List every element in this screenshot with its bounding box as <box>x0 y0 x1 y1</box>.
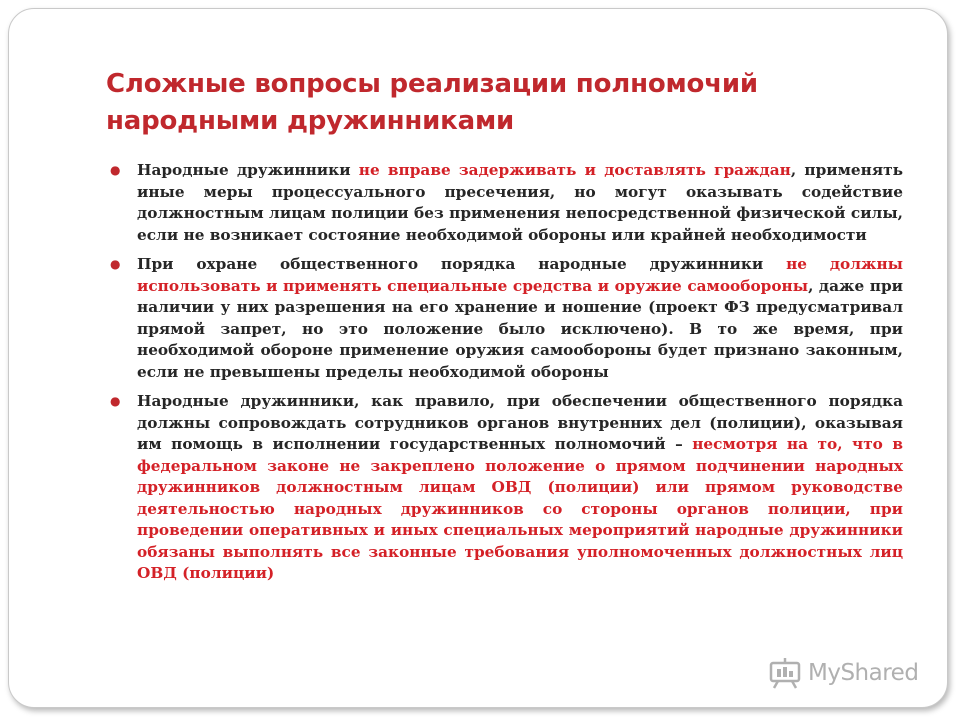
bullet-1-text-1: Народные дружинники <box>137 161 359 179</box>
bullet-2-text-2: , даже при наличии у них разрешения на его хранение и ношение (проект ФЗ предусматривал прямой запрет, но это положение было исключено). В то же время, при необходимой обороне применение оружия самообороны будет признано законным, если не превышены пределы необходимой обороны <box>137 276 903 381</box>
bullet-item-2 <box>110 254 903 383</box>
bullet-icon: ● <box>110 163 121 177</box>
bullet-1-text-2: , применять иные меры процессуального пресечения, но могут оказывать содействие должностным лицам полиции без применения непосредственной физической силы, если не возникает состояние необходимой обороны или крайней необходимости <box>137 161 903 244</box>
presentation-board-icon <box>768 657 802 689</box>
bullet-icon: ● <box>110 394 121 408</box>
bullet-2-text-1: При охране общественного порядка народные дружинники <box>137 255 787 273</box>
bullet-icon: ● <box>110 257 121 271</box>
bullet-2-highlight: не должны использовать и применять специальные средства и оружие самообороны <box>137 255 903 295</box>
watermark-label: MyShared <box>808 660 919 686</box>
bullet-3-text-1: Народные дружинники, как правило, при обеспечении общественного порядка должны сопровождать сотрудников органов внутренних дел (полиции), оказывая им помощь в исполнении государственных полномочий – <box>137 392 903 453</box>
bullet-3-highlight: несмотря на то, что в федеральном законе не закреплено положение о прямом подчинении народных дружинников должностным лицам ОВД (полиции) или прямом руководстве деятельностью народных дружинников со стороны органов полиции, при проведении оперативных и иных специальных мероприятий народные дружинники обязаны выполнять все законные требования уполномоченных должностных лиц ОВД (полиции) <box>137 435 903 582</box>
bullet-list <box>110 160 903 593</box>
bullet-item-3 <box>110 391 903 585</box>
bullet-item-1 <box>110 160 903 246</box>
watermark <box>768 657 918 689</box>
bullet-1-highlight: не вправе задерживать и доставлять граждан <box>358 161 791 179</box>
slide-title: Сложные вопросы реализации полномочий народными дружинниками <box>106 69 758 136</box>
